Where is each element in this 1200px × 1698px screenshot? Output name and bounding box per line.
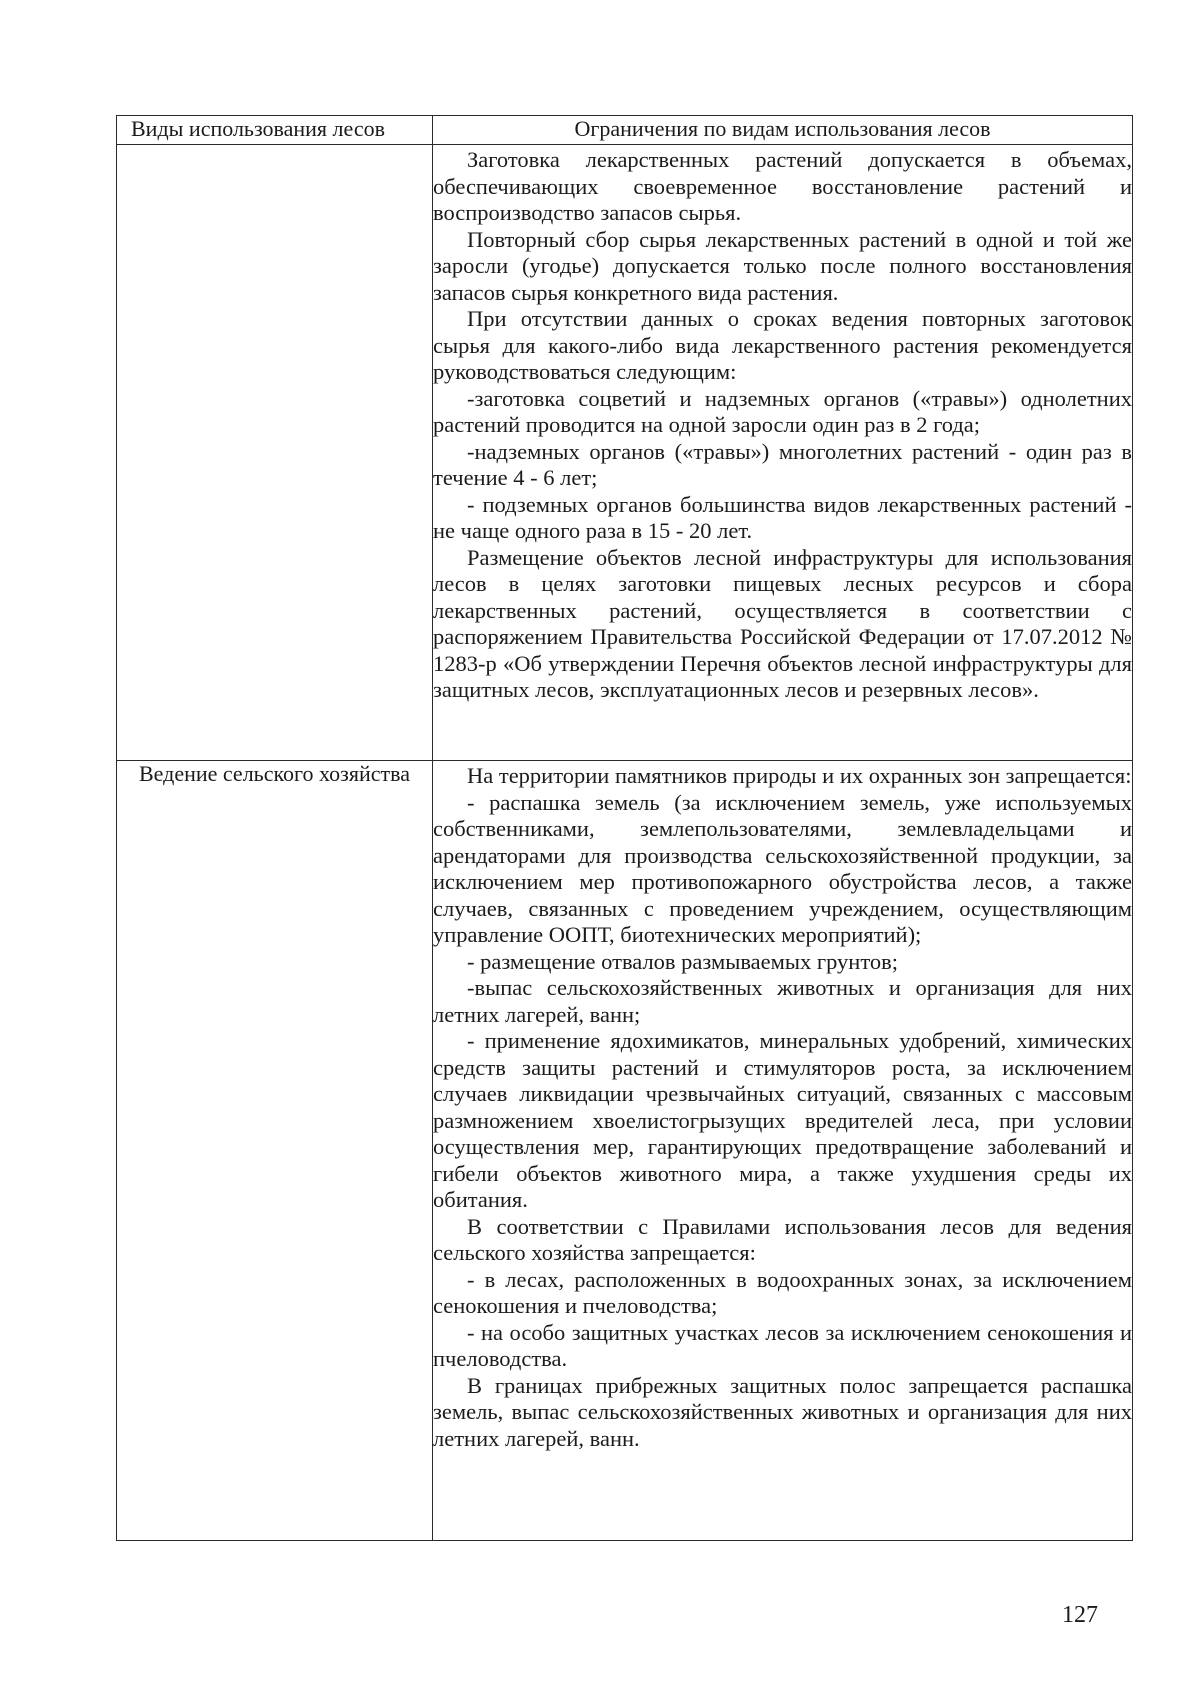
table-row [117, 145, 1133, 761]
paragraph: - в лесах, расположенных в водоохранных зонах, за исключением сенокошения и пчеловодства; [433, 1266, 1132, 1318]
paragraph: -надземных органов («травы») многолетних растений - один раз в течение 4 - 6 лет; [433, 438, 1132, 490]
table-header-row [117, 116, 1133, 145]
paragraph: - размещение отвалов размываемых грунтов; [467, 948, 899, 974]
paragraph: При отсутствии данных о сроках ведения повторных заготовок сырья для какого-либо вида лекарственного растения рекомендуется руководствоваться следующим: [433, 306, 1132, 384]
row-restrictions [433, 761, 1133, 1541]
paragraph: -заготовка соцветий и надземных органов («травы») однолетних растений проводится на одной заросли один раз в 2 года; [433, 385, 1132, 437]
paragraph: Заготовка лекарственных растений допускается в объемах, обеспечивающих своевременное восстановление растений и воспроизводство запасов сырья. [433, 147, 1132, 225]
paragraph: -выпас сельскохозяйственных животных и организация для них летних лагерей, ванн; [433, 975, 1132, 1027]
paragraph: В соответствии с Правилами использования лесов для ведения сельского хозяйства запрещается: [433, 1213, 1132, 1265]
header-forest-use-types: Виды использования лесов [117, 116, 433, 145]
table-row [117, 761, 1133, 1541]
paragraph: В границах прибрежных защитных полос запрещается распашка земель, выпас сельскохозяйственных животных и организация для них летних лагерей, ванн. [433, 1372, 1132, 1451]
header-restrictions: Ограничения по видам использования лесов [433, 116, 1133, 145]
paragraph: - применение ядохимикатов, минеральных удобрений, химических средств защиты растений и стимуляторов роста, за исключением случаев ликвидации чрезвычайных ситуаций, связанных с массовым размножением хвоелистогрызущих вредителей леса, при условии осуществления мер, гарантирующих предотвращение заболеваний и гибели объектов животного мира, а также ухудшения среды их обитания. [433, 1028, 1132, 1212]
row-use-type [117, 145, 433, 761]
page-number: 127 [1062, 1602, 1098, 1628]
paragraph: - на особо защитных участках лесов за исключением сенокошения и пчеловодства. [433, 1319, 1132, 1371]
paragraph: Размещение объектов лесной инфраструктуры для использования лесов в целях заготовки пищевых лесных ресурсов и сбора лекарственных растений, осуществляется в соответствии с распоряжением Правительства Российской Федерации от 17.07.2012 № 1283-р «Об утверждении Перечня объектов лесной инфраструктуры для защитных лесов, эксплуатационных лесов и резервных лесов». [433, 544, 1132, 702]
paragraph: - распашка земель (за исключением земель, уже используемых собственниками, землепользователями, землевладельцами и арендаторами для производства сельскохозяйственной продукции, за исключением мер противопожарного обустройства лесов, а также случаев, связанных с проведением учреждением, осуществляющим управление ООПТ, биотехнических мероприятий); [433, 789, 1132, 947]
row-use-type: Ведение сельского хозяйства [117, 761, 433, 1541]
paragraph: Повторный сбор сырья лекарственных растений в одной и той же заросли (угодье) допускается только после полного восстановления запасов сырья конкретного вида растения. [433, 226, 1132, 305]
paragraph: На территории памятников природы и их охранных зон запрещается: [467, 763, 1132, 788]
row-restrictions [433, 145, 1133, 761]
restrictions-table [116, 115, 1133, 1541]
paragraph: - подземных органов большинства видов лекарственных растений - не чаще одного раза в 15 - 20 лет. [433, 491, 1132, 543]
